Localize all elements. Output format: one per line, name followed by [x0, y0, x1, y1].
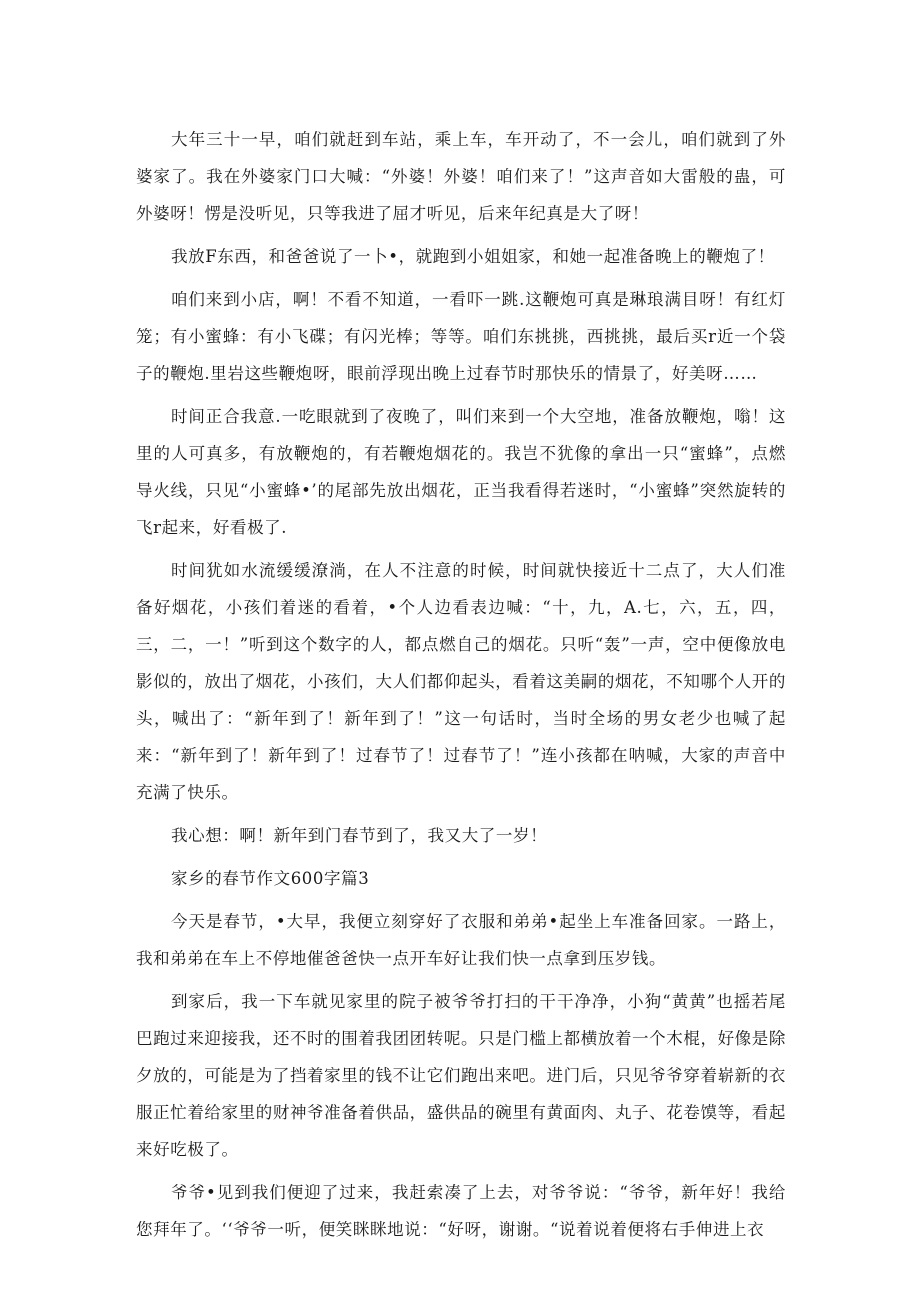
paragraph-evening: 时间正合我意.一吃眼就到了夜晚了，叫们来到一个大空地，准备放鞭炮，嗡！这里的人可真多，有放鞭炮的，有若鞭炮烟花的。我岂不犹像的拿出一只“蜜蜂”，点燃导火线，只见“小蜜蜂•’的尾部先放出烟花，正当我看得若迷时，“小蜜蜂”突然旋转的飞r起来，好看极了.: [136, 407, 786, 537]
paragraph-shop: 咱们来到小店，啊！不看不知道，一看吓一跳.这鞭炮可真是琳琅满目呀！有红灯笼；有小蜜蜂：有小飞碟；有闪光棒；等等。咱们东挑挑，西挑挑，最后买r近一个袋子的鞭炮.里岩这些鞭炮呀，眼前浮现出晚上过春节时那快乐的情景了，好美呀……: [136, 290, 786, 383]
paragraph-thought: 我心想：啊！新年到门春节到了，我又大了一岁！: [171, 826, 548, 845]
paragraph-arrive-home: 到家后，我一下车就见家里的院子被爷爷打扫的干干净净，小狗“黄黄”也摇若尾巴跑过来迎接我，还不时的围着我团团转呢。只是门槛上都横放着一个木棍，好像是除夕放的，可能是为了挡着家里的钱不让它们跑出来吧。进门后，只见爷爷穿着崭新的衣服正忙着给家里的财神爷准备着供品，盛供品的碗里有黄面肉、丸子、花卷馍等，看起来好吃极了。: [136, 992, 786, 1159]
paragraph-spring-festival-morning: 今天是春节，•大早，我便立刻穿好了衣服和弟弟•起坐上车准备回家。一路上，我和弟弟在车上不停地催爸爸快一点开车好让我们快一点拿到压岁钱。: [136, 912, 786, 968]
paragraph-arrive-grandma: 大年三十一早，咱们就赶到车站，乘上车，车开动了，不一会儿，咱们就到了外婆家了。我在外婆家门口大喊：“外婆！外婆！咱们来了！”这声音如大雷般的蛊，可外婆呀！愣是没听见，只等我进了屈才听见，后来年纪真是大了呀！: [136, 130, 786, 223]
paragraph-greet-grandpa: 爷爷•见到我们便迎了过来，我赶索凑了上去，对爷爷说：“爷爷，新年好！我给您拜年了。‘‘爷爷一听，便笑眯眯地说：“好呀，谢谢。“说着说着便将右手伸进上衣: [136, 1183, 786, 1239]
paragraph-countdown: 时间犹如水流缓缓潦淌，在人不注意的时候，时间就快接近十二点了，大人们准备好烟花，小孩们着迷的看着，•个人边看表边喊：“十，九，A.七，六，五，四，三，二，一！”听到这个数字的人，都点燃自己的烟花。只听“轰”一声，空中便像放电影似的，放出了烟花，小孩们，大人们都仰起头，看着这美嗣的烟花，不知哪个人开的头，喊出了：“新年到了！新年到了！”这一句话时，当时全场的男女老少也喊了起来：“新年到了！新年到了！过春节了！过春节了！”连小孩都在呐喊，大家的声音中充满了快乐。: [136, 561, 786, 802]
article-body: [136, 121, 786, 1254]
paragraph-prepare-firecrackers: 我放F东西，和爸爸说了一卜•，就跑到小姐姐家，和她一起准备晚上的鞭炮了！: [171, 247, 775, 266]
section-title: 家乡的春节作文600字篇3: [171, 869, 370, 888]
